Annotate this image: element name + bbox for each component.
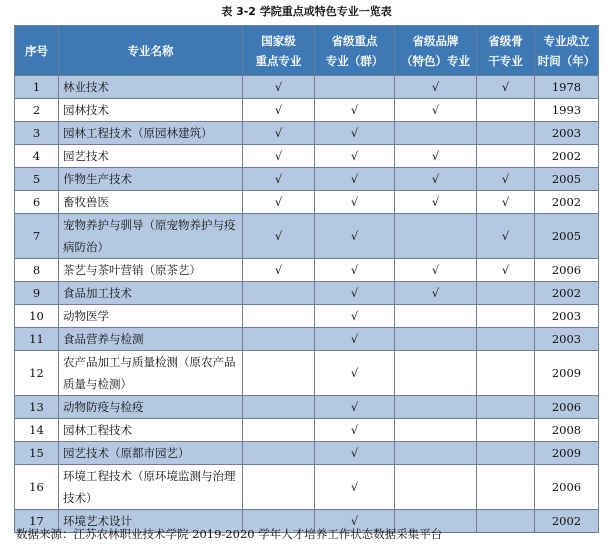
mark-provincial-key: √ <box>315 214 395 259</box>
mark-provincial-backbone: √ <box>477 259 535 282</box>
mark-national: √ <box>243 76 315 99</box>
mark-national: √ <box>243 259 315 282</box>
row-seq: 16 <box>15 465 59 510</box>
mark-national <box>243 396 315 419</box>
row-major-name: 食品营养与检测 <box>59 328 243 351</box>
row-year: 2005 <box>535 214 599 259</box>
row-seq: 14 <box>15 419 59 442</box>
row-major-name: 林业技术 <box>59 76 243 99</box>
table-title: 表 3-2 学院重点或特色专业一览表 <box>221 5 392 18</box>
mark-provincial-brand <box>395 465 477 510</box>
table-row <box>15 419 599 442</box>
row-major-name: 作物生产技术 <box>59 168 243 191</box>
row-year: 2009 <box>535 351 599 396</box>
table-row <box>15 282 599 305</box>
row-year: 2005 <box>535 168 599 191</box>
row-year: 1978 <box>535 76 599 99</box>
header-provincial-backbone: 省级骨 干专业 <box>477 26 535 76</box>
mark-provincial-key: √ <box>315 305 395 328</box>
table-row <box>15 305 599 328</box>
header-seq: 序号 <box>15 26 59 76</box>
mark-provincial-brand <box>395 442 477 465</box>
row-seq: 5 <box>15 168 59 191</box>
mark-provincial-backbone <box>477 396 535 419</box>
row-major-name: 园艺技术（原都市园艺） <box>59 442 243 465</box>
mark-provincial-brand: √ <box>395 76 477 99</box>
table-row <box>15 465 599 510</box>
mark-national <box>243 328 315 351</box>
mark-provincial-key: √ <box>315 191 395 214</box>
mark-national <box>243 465 315 510</box>
row-seq: 6 <box>15 191 59 214</box>
row-major-name: 畜牧兽医 <box>59 191 243 214</box>
row-year: 2006 <box>535 465 599 510</box>
mark-provincial-key: √ <box>315 510 395 533</box>
mark-provincial-backbone <box>477 282 535 305</box>
row-year: 2002 <box>535 145 599 168</box>
table-row <box>15 168 599 191</box>
table-row <box>15 145 599 168</box>
mark-national: √ <box>243 122 315 145</box>
mark-national: √ <box>243 191 315 214</box>
row-seq: 17 <box>15 510 59 533</box>
row-seq: 13 <box>15 396 59 419</box>
row-seq: 1 <box>15 76 59 99</box>
mark-national: √ <box>243 168 315 191</box>
mark-provincial-backbone <box>477 305 535 328</box>
major-table <box>14 25 599 533</box>
header-year: 专业成立 时间（年） <box>535 26 599 76</box>
row-seq: 12 <box>15 351 59 396</box>
mark-provincial-backbone: √ <box>477 76 535 99</box>
row-seq: 3 <box>15 122 59 145</box>
row-major-name: 园林工程技术 <box>59 419 243 442</box>
row-year: 2008 <box>535 419 599 442</box>
row-major-name: 农产品加工与质量检测（原农产品质量与检测） <box>59 351 243 396</box>
table-row <box>15 214 599 259</box>
table-row <box>15 442 599 465</box>
mark-national <box>243 442 315 465</box>
mark-provincial-brand: √ <box>395 282 477 305</box>
row-major-name: 食品加工技术 <box>59 282 243 305</box>
mark-national: √ <box>243 145 315 168</box>
mark-provincial-key: √ <box>315 145 395 168</box>
row-year: 1993 <box>535 99 599 122</box>
mark-provincial-brand: √ <box>395 168 477 191</box>
mark-provincial-backbone <box>477 442 535 465</box>
mark-provincial-backbone <box>477 99 535 122</box>
row-major-name: 动物医学 <box>59 305 243 328</box>
row-major-name: 环境艺术设计 <box>59 510 243 533</box>
data-source-note: 数据来源：江苏农林职业技术学院 2019-2020 学年人才培养工作状态数据采集平台 <box>16 527 443 541</box>
row-major-name: 动物防疫与检疫 <box>59 396 243 419</box>
mark-provincial-brand <box>395 351 477 396</box>
table-row <box>15 328 599 351</box>
row-major-name: 园林技术 <box>59 99 243 122</box>
row-major-name: 环境工程技术（原环境监测与治理技术） <box>59 465 243 510</box>
mark-provincial-backbone <box>477 122 535 145</box>
mark-provincial-backbone: √ <box>477 191 535 214</box>
row-seq: 15 <box>15 442 59 465</box>
row-year: 2006 <box>535 396 599 419</box>
row-seq: 8 <box>15 259 59 282</box>
row-year: 2002 <box>535 510 599 533</box>
mark-national: √ <box>243 99 315 122</box>
mark-national <box>243 305 315 328</box>
mark-national <box>243 282 315 305</box>
mark-provincial-key: √ <box>315 168 395 191</box>
row-year: 2003 <box>535 122 599 145</box>
row-year: 2003 <box>535 305 599 328</box>
row-major-name: 茶艺与茶叶营销（原茶艺） <box>59 259 243 282</box>
mark-national: √ <box>243 214 315 259</box>
mark-provincial-backbone <box>477 510 535 533</box>
mark-provincial-key: √ <box>315 282 395 305</box>
row-major-name: 园艺技术 <box>59 145 243 168</box>
mark-provincial-key: √ <box>315 328 395 351</box>
mark-provincial-backbone <box>477 465 535 510</box>
row-seq: 9 <box>15 282 59 305</box>
row-seq: 4 <box>15 145 59 168</box>
table-row <box>15 122 599 145</box>
row-year: 2006 <box>535 259 599 282</box>
row-year: 2002 <box>535 282 599 305</box>
table-row <box>15 259 599 282</box>
table-row <box>15 76 599 99</box>
table-row <box>15 191 599 214</box>
row-year: 2009 <box>535 442 599 465</box>
row-seq: 7 <box>15 214 59 259</box>
header-name: 专业名称 <box>59 26 243 76</box>
row-major-name: 宠物养护与驯导（原宠物养护与疫病防治） <box>59 214 243 259</box>
mark-provincial-key: √ <box>315 419 395 442</box>
header-national: 国家级 重点专业 <box>243 26 315 76</box>
mark-provincial-brand: √ <box>395 145 477 168</box>
mark-provincial-backbone <box>477 328 535 351</box>
mark-national <box>243 419 315 442</box>
mark-provincial-brand <box>395 214 477 259</box>
mark-provincial-backbone: √ <box>477 168 535 191</box>
mark-provincial-key <box>315 76 395 99</box>
mark-provincial-brand <box>395 419 477 442</box>
mark-provincial-brand: √ <box>395 191 477 214</box>
row-major-name: 园林工程技术（原园林建筑） <box>59 122 243 145</box>
row-seq: 11 <box>15 328 59 351</box>
mark-provincial-key: √ <box>315 465 395 510</box>
mark-provincial-backbone: √ <box>477 214 535 259</box>
header-row <box>15 26 599 76</box>
row-year: 2002 <box>535 191 599 214</box>
table-row <box>15 99 599 122</box>
header-provincial-key: 省级重点 专业（群） <box>315 26 395 76</box>
mark-provincial-key: √ <box>315 99 395 122</box>
mark-national <box>243 351 315 396</box>
row-seq: 10 <box>15 305 59 328</box>
row-year: 2003 <box>535 328 599 351</box>
mark-provincial-brand: √ <box>395 99 477 122</box>
mark-provincial-brand: √ <box>395 259 477 282</box>
mark-provincial-key: √ <box>315 259 395 282</box>
mark-provincial-key: √ <box>315 122 395 145</box>
mark-provincial-key: √ <box>315 396 395 419</box>
mark-provincial-brand <box>395 328 477 351</box>
row-seq: 2 <box>15 99 59 122</box>
table-row <box>15 351 599 396</box>
mark-provincial-key: √ <box>315 442 395 465</box>
mark-provincial-backbone <box>477 419 535 442</box>
mark-provincial-backbone <box>477 145 535 168</box>
mark-provincial-key: √ <box>315 351 395 396</box>
mark-provincial-brand <box>395 305 477 328</box>
mark-provincial-brand <box>395 396 477 419</box>
table-row <box>15 396 599 419</box>
header-provincial-brand: 省级品牌 （特色）专业 <box>395 26 477 76</box>
mark-provincial-backbone <box>477 351 535 396</box>
mark-provincial-brand <box>395 122 477 145</box>
